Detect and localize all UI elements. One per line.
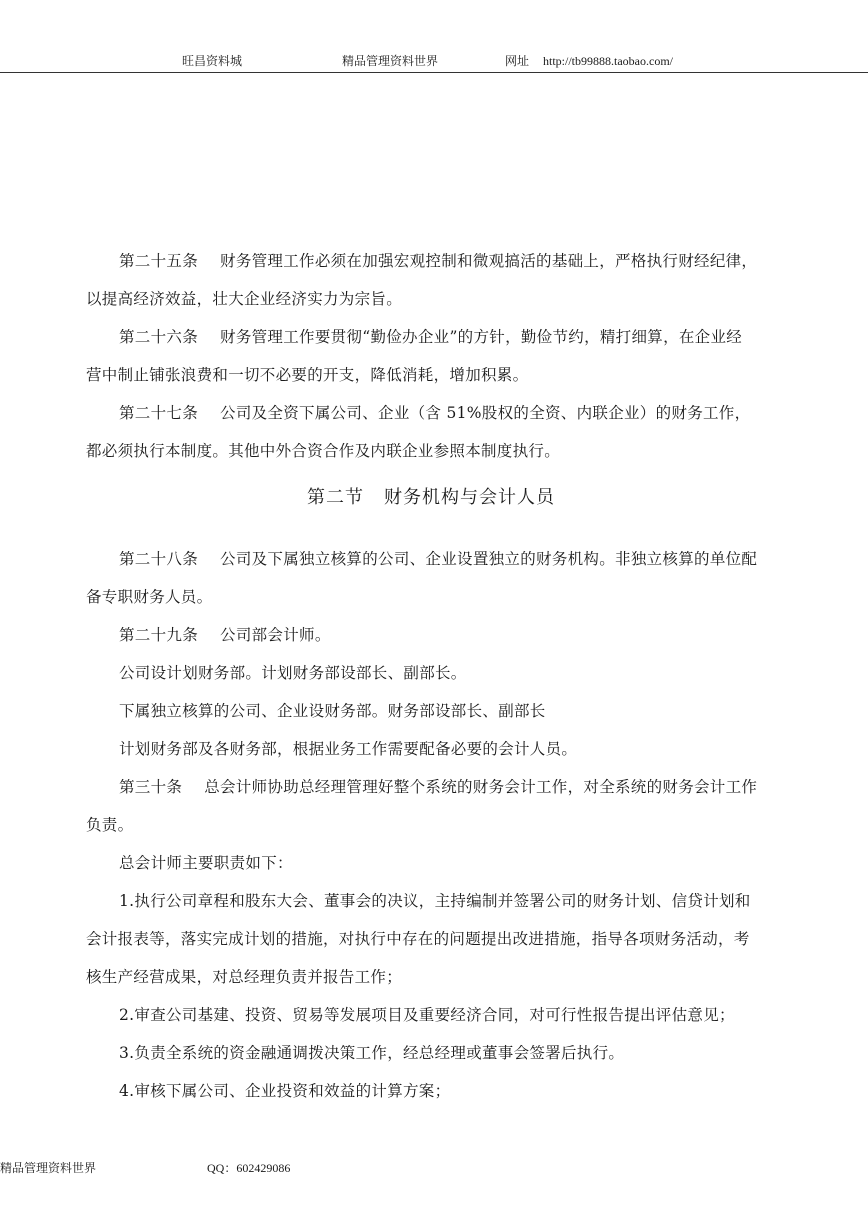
duties-intro: 总会计师主要职责如下：	[119, 854, 293, 872]
article-30-number: 第三十条	[119, 778, 183, 796]
article-25-line-2: 以提高经济效益，壮大企业经济实力为宗旨。	[86, 290, 403, 308]
article-26-line-1	[86, 318, 776, 356]
header-url-block	[505, 53, 673, 69]
article-27-line-2: 都必须执行本制度。其他中外合资合作及内联企业参照本制度执行。	[86, 442, 561, 460]
article-29-text-1: 公司部会计师。	[220, 626, 331, 644]
section-title-text: 财务机构与会计人员	[384, 487, 555, 508]
article-26-number: 第二十六条	[119, 328, 199, 346]
paragraph-planning-dept: 公司设计划财务部。计划财务部设部长、副部长。	[119, 664, 467, 682]
article-27-line-1	[86, 394, 776, 432]
section-heading	[86, 486, 776, 510]
duty-1-line-3: 核生产经营成果，对总经理负责并报告工作；	[86, 968, 403, 986]
paragraph-staffing: 计划财务部及各财务部，根据业务工作需要配备必要的会计人员。	[119, 740, 578, 758]
header-divider	[0, 72, 868, 73]
header-url-label: 网址	[505, 54, 530, 68]
article-26-text-1: 财务管理工作要贯彻“勤俭办企业”的方针，勤俭节约，精打细算，在企业经	[220, 328, 743, 346]
header-site-name: 精品管理资料世界	[342, 54, 439, 68]
article-28-number: 第二十八条	[119, 550, 199, 568]
article-28-line-2: 备专职财务人员。	[86, 588, 213, 606]
article-26-line-2: 营中制止铺张浪费和一切不必要的开支，降低消耗，增加积累。	[86, 366, 529, 384]
page-header	[0, 0, 868, 72]
paragraph-subsidiary-dept: 下属独立核算的公司、企业设财务部。财务部设部长、副部长	[119, 702, 546, 720]
article-27-text-1: 公司及全资下属公司、企业（含 51%股权的全资、内联企业）的财务工作，	[220, 404, 751, 422]
article-30-line-1	[86, 768, 776, 806]
duty-2-line-1: 2.审查公司基建、投资、贸易等发展项目及重要经济合同，对可行性报告提出评估意见；	[119, 1006, 735, 1024]
article-29-line-1	[86, 616, 776, 654]
article-25-line-1	[86, 242, 776, 280]
footer-qq: QQ：602429086	[207, 1161, 291, 1175]
header-shop-name: 旺昌资料城	[182, 54, 243, 68]
article-25-number: 第二十五条	[119, 252, 199, 270]
article-25-text-1: 财务管理工作必须在加强宏观控制和微观搞活的基础上，严格执行财经纪律，	[220, 252, 758, 270]
article-28-line-1	[86, 540, 776, 578]
section-number: 第二节	[307, 487, 364, 508]
article-27-number: 第二十七条	[119, 404, 199, 422]
duty-4-line-1: 4.审核下属公司、企业投资和效益的计算方案；	[119, 1082, 451, 1100]
article-28-text-1: 公司及下属独立核算的公司、企业设置独立的财务机构。非独立核算的单位配	[220, 550, 758, 568]
duty-1-line-1: 1.执行公司章程和股东大会、董事会的决议，主持编制并签署公司的财务计划、信贷计划和	[119, 892, 751, 910]
header-url-link[interactable]: http://tb99888.taobao.com/	[543, 54, 673, 68]
document-body	[86, 242, 776, 1110]
duty-1-line-2: 会计报表等，落实完成计划的措施，对执行中存在的问题提出改进措施，指导各项财务活动，考	[86, 930, 750, 948]
article-30-text-1: 总会计师协助总经理管理好整个系统的财务会计工作，对全系统的财务会计工作	[204, 778, 758, 796]
article-29-number: 第二十九条	[119, 626, 199, 644]
footer-site-name: 精品管理资料世界	[0, 1161, 97, 1175]
article-30-line-2: 负责。	[86, 816, 134, 834]
duty-3-line-1: 3.负责全系统的资金融通调拨决策工作，经总经理或董事会签署后执行。	[119, 1044, 625, 1062]
